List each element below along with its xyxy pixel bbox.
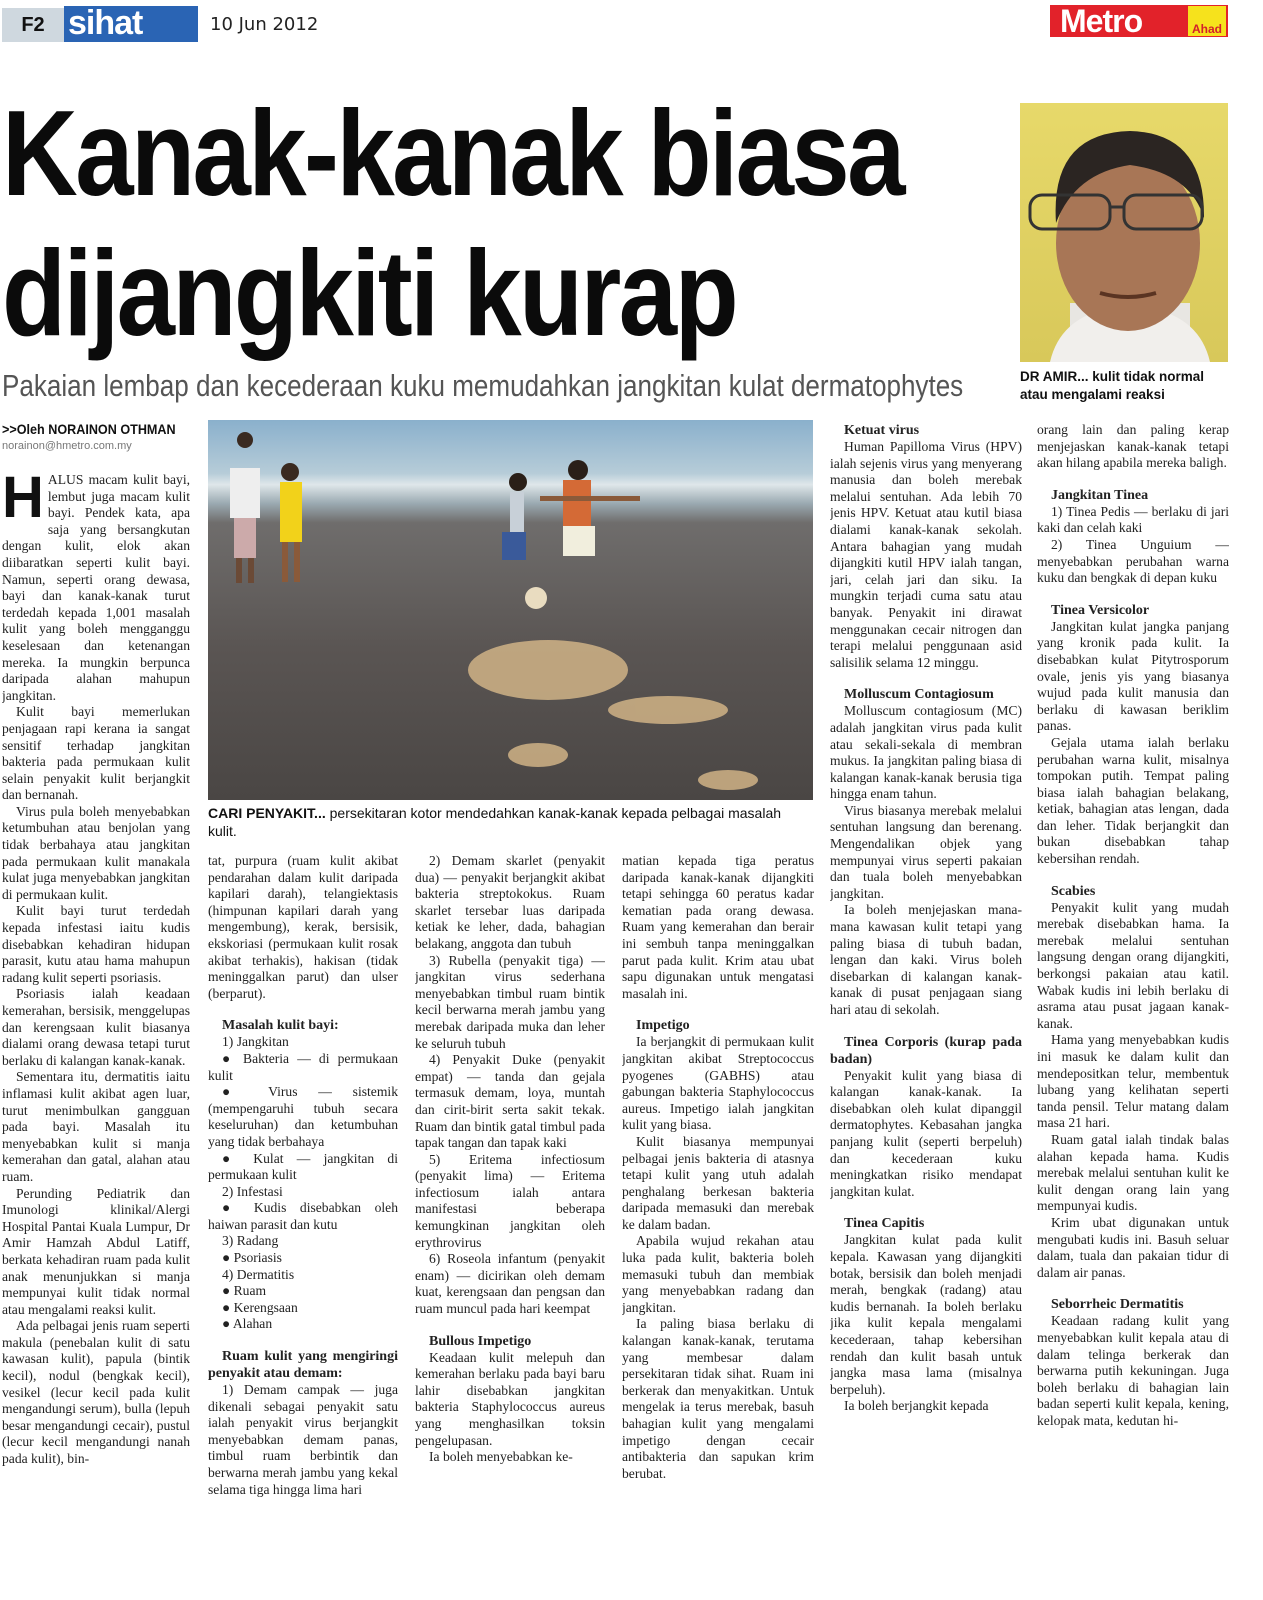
subheading-masalah-kulit-bayi: Masalah kulit bayi: xyxy=(222,1018,339,1034)
photo-caption xyxy=(208,804,813,840)
paragraph: 2) Demam skarlet (penyakit dua) — penyakit berjangkit akibat bakteria streptokokus. Ruam skarlet tersebar luas daripada ketiak ke leher, dada, bahagian belakang, anggota dan tubuh xyxy=(415,853,605,951)
page-number: F2 xyxy=(2,8,64,42)
paragraph: tat, purpura (ruam kulit akibat pendarahan dalam kulit daripada kapilari darah), telangiektasis (himpunan kapilari darah yang mengembung), kerak, bersisik, ekskoriasi (permukaan kulit rosak akibat terhakis), hakisan (tidak meninggalkan parut) dan ulser (berparut). xyxy=(208,853,398,1001)
list-item: ● Bakteria — di permukaan kulit xyxy=(208,1050,398,1083)
paragraph: Ada pelbagai jenis ruam seperti makula (penebalan kulit di satu kawasan kulit), papula (bintik kecil), nodul (bengkak kecil), vesikel (lecur kecil pada kulit mengandungi serum), bulla (lepuh besar mengandungi cecair), pustul (lecur kecil mengandungi nanah pada kulit), bin- xyxy=(2,1318,190,1467)
byline-author: >>Oleh NORAINON OTHMAN xyxy=(2,421,176,437)
paragraph: Kulit bayi turut terdedah kepada infestasi iaitu kudis disebabkan kehadiran hidupan parasit, kutu atau hama mahupun radang kulit seperti psoriasis. xyxy=(2,903,190,985)
paragraph: Jangkitan kulat pada kulit kepala. Kawasan yang dijangkiti botak, bersisik dan boleh menjadi merah, bengkak (radang) atau kudis bernanah. Ia boleh berlaku jika kulit kepala mengalami kecederaan, tahap kebersihan rendah dan kulit basah untuk jangka masa lama (misalnya berpeluh). xyxy=(830,1232,1022,1397)
list-item: ● Kudis disebabkan oleh haiwan parasit dan kutu xyxy=(208,1200,398,1232)
headline-line-2: dijangkiti kurap xyxy=(2,225,737,361)
article-column-4 xyxy=(622,853,814,1557)
list-item: 4) Dermatitis xyxy=(222,1266,295,1282)
subheading-tinea-capitis: Tinea Capitis xyxy=(844,1216,925,1232)
list-item: 2) Tinea Unguium — menyebabkan perubahan warna kuku dan bengkak di depan kuku xyxy=(1037,536,1229,586)
paragraph: Ruam gatal ialah tindak balas alahan kepada hama. Kudis merebak melalui sentuhan kulit ke kulit dengan orang lain yang mempunyai kudis. xyxy=(1037,1131,1229,1214)
paragraph: Human Papilloma Virus (HPV) ialah sejenis virus yang menyerang manusia dan boleh merebak melalui sentuhan. Ada lebih 70 jenis HPV. Ketuat atau kutil biasa dialami kanak-kanak sekolah. Antara bahagian yang mudah dijangkiti kutil HPV ialah tangan, jari, celah jari dan siku. Ia mungkin terjadi cuma satu atau banyak. Penyakit ini dirawat menggunakan cecair nitrogen dan terapi melalui penggunaan asid salisilik selama 12 minggu. xyxy=(830,439,1022,670)
article-column-5 xyxy=(830,422,1022,1557)
paragraph: 3) Rubella (penyakit tiga) — jangkitan virus sederhana menyebabkan timbul ruam bintik kecil berwarna merah jambu yang merebak daripada muka dan leher ke seluruh tubuh xyxy=(415,952,605,1051)
subheading-seborrheic-dermatitis: Seborrheic Dermatitis xyxy=(1051,1297,1184,1313)
section-label: sihat xyxy=(64,6,198,42)
article-column-1 xyxy=(2,472,190,1557)
paragraph: Keadaan kulit melepuh dan kemerahan berlaku pada bayi baru lahir disebabkan jangkitan bakteria Staphylococcus aureus yang menghasilkan toksin pengelupasan. xyxy=(415,1349,605,1448)
paragraph: Perunding Pediatrik dan Imunologi klinikal/Alergi Hospital Pantai Kuala Lumpur, Dr Amir Hamzah Abdul Latiff, berkata kehadiran ruam pada kulit anak menunjukkan si manja mempunyai kulit tidak normal atau mengalami reaksi kulit. xyxy=(2,1185,190,1317)
paragraph: Gejala utama ialah berlaku perubahan warna kulit, misalnya tompokan putih. Tempat paling biasa ialah bahagian belakang, ketiak, bahagian atas lengan, dada dan leher. Tidak berjangkit dan bukan disebabkan tahap kebersihan rendah. xyxy=(1037,734,1229,867)
paragraph: Ia boleh menjejaskan mana-mana kawasan kulit tetapi yang paling biasa di tubuh badan, lengan dan kaki. Virus boleh disebarkan di kalangan kanak-kanak di pusat penjagaan siang hari atau di sekolah. xyxy=(830,902,1022,1017)
paragraph: 6) Roseola infantum (penyakit enam) — dicirikan oleh demam kuat, kerengsaan dan pengsan dan ruam muncul pada hari keempat xyxy=(415,1251,605,1317)
subheading-impetigo: Impetigo xyxy=(636,1018,690,1034)
paragraph: Ia boleh berjangkit kepada xyxy=(844,1398,989,1414)
beach-photo xyxy=(208,420,813,800)
list-item: 1) Jangkitan xyxy=(222,1034,289,1050)
subheading-jangkitan-tinea: Jangkitan Tinea xyxy=(1051,487,1149,503)
paragraph: 5) Eritema infectiosum (penyakit lima) — Eritema infectiosum ialah antara manifestasi beberapa kemungkinan jangkitan oleh erythrovirus xyxy=(415,1151,605,1250)
portrait-caption-text: kulit tidak normal atau mengalami reaksi xyxy=(1020,369,1205,402)
headline-line-1: Kanak-kanak biasa xyxy=(2,85,903,221)
paragraph: 1) Demam campak — juga dikenali sebagai penyakit satu ialah penyakit virus berjangkit menyebabkan demam panas, timbul ruam berbintik dan berwarna merah jambu yang kekal selama tiga hingga lima hari xyxy=(208,1382,398,1497)
paragraph: ALUS macam kulit bayi, lembut juga macam kulit bayi. Pendek kata, apa saja yang bersangkutan dengan kulit, elok akan diibaratkan seperti kulit bayi. Namun, seperti orang dewasa, bayi dan kanak-kanak turut terdedah kepada 1,001 masalah kulit yang boleh mengganggu keselesaan dan ketenangan mereka. Ia mungkin berpunca daripada alahan mahupun jangkitan. xyxy=(2,472,190,703)
paragraph: matian kepada tiga peratus daripada kanak-kanak dijangkiti tetapi sehingga 60 peratus kadar kematian pada orang dewasa. Ruam yang kemerahan dan berair ini sembuh tanpa meninggalkan parut pada kulit. Krim atau ubat sapu digunakan untuk mengatasi masalah ini. xyxy=(622,853,814,1001)
list-item: ● Psoriasis xyxy=(222,1250,282,1266)
logo-main: Metro xyxy=(1060,3,1143,39)
subheading-molluscum: Molluscum Contagiosum xyxy=(844,687,994,703)
paragraph: Keadaan radang kulit yang menyebabkan kulit kepala atau di dalam telinga berkerak dan berwarna putih kekuningan. Juga boleh berlaku di bahagian lain badan seperti kulit kepala, kening, kelopak mata, kedutan hi- xyxy=(1037,1313,1229,1428)
list-item: 1) Tinea Pedis — berlaku di jari kaki dan celah kaki xyxy=(1037,503,1229,536)
list-item: ● Alahan xyxy=(222,1316,273,1332)
issue-date: 10 Jun 2012 xyxy=(210,14,319,35)
subheading-scabies: Scabies xyxy=(1051,883,1096,899)
article-column-3 xyxy=(415,853,605,1557)
article-column-6 xyxy=(1037,422,1229,1557)
paragraph: Virus pula boleh menyebabkan ketumbuhan atau benjolan yang tidak berbahaya atau jangkitan pada permukaan kulit manakala kulat juga menyebabkan jangkitan di permukaan kulit. xyxy=(2,803,190,902)
photo-caption-text: persekitaran kotor mendedahkan kanak-kanak kepada pelbagai masalah kulit. xyxy=(208,805,782,839)
portrait-caption xyxy=(1020,368,1235,404)
paragraph: Krim ubat digunakan untuk mengubati kudis ini. Basuh seluar dalam, tuala dan pakaian tidur di dalam air panas. xyxy=(1037,1214,1229,1280)
list-item: 3) Radang xyxy=(222,1233,279,1249)
paragraph: Molluscum contagiosum (MC) adalah jangkitan virus pada kulit atau sekali-sekala di membran mukus. Ia jangkitan paling biasa di kalangan kanak-kanak berusia tiga hingga enam tahun. xyxy=(830,703,1022,802)
subheading-ketuat-virus: Ketuat virus xyxy=(844,423,920,438)
list-item: ● Virus — sistemik (mempengaruhi tubuh secara keseluruhan) dan ketumbuhan yang tidak berbahaya xyxy=(208,1084,398,1149)
subheadline: Pakaian lembap dan kecederaan kuku memudahkan jangkitan kulat dermatophytes xyxy=(2,368,964,403)
paragraph: Penyakit kulit yang biasa di kalangan kanak-kanak. Ia disebabkan oleh kulat dipanggil dermatophytes. Kebasahan jangka panjang kulit (seperti berpeluh) dan kecederaan kuku meningkatkan risiko mendapat jangkitan kulat. xyxy=(830,1067,1022,1199)
paragraph: Psoriasis ialah keadaan kemerahan, bersisik, menggelupas dan kerengsaan kulit biasanya dialami orang dewasa tetapi turut berlaku di kalangan kanak-kanak. xyxy=(2,986,190,1068)
portrait-caption-name: DR AMIR... xyxy=(1020,369,1089,384)
subheading-tinea-versicolor: Tinea Versicolor xyxy=(1051,602,1150,618)
paragraph: orang lain dan paling kerap menjejaskan kanak-kanak tetapi akan hilang apabila mereka baligh. xyxy=(1037,422,1229,471)
photo-caption-label: CARI PENYAKIT... xyxy=(208,805,326,821)
paragraph: Jangkitan kulat jangka panjang yang kronik pada kulit. Ia disebabkan kulat Pitytrosporum ovale, jenis yis yang biasanya wujud pada kulit manusia dan berlaku di kawasan beriklim panas. xyxy=(1037,618,1229,734)
paragraph: Kulit bayi memerlukan penjagaan rapi kerana ia sangat sensitif terhadap jangkitan bakteria pada permukaan kulit selain penyakit kulit berjangkit dan bernanah. xyxy=(2,704,190,803)
byline-email: norainon@hmetro.com.my xyxy=(2,440,132,452)
list-item: 2) Infestasi xyxy=(222,1183,283,1199)
drop-cap: H xyxy=(2,472,44,530)
paragraph: Ia paling biasa berlaku di kalangan kanak-kanak, terutama yang membesar dalam persekitaran tidak sihat. Ruam ini berkerak dan menyakitkan. Untuk mengelak ia terus merebak, basuh bahagian kulit yang mengalami impetigo dengan cecair antibakteria dan sapukan krim berubat. xyxy=(622,1316,814,1481)
list-item: ● Ruam xyxy=(222,1283,267,1299)
subheading-ruam-kulit: Ruam kulit yang mengiringi penyakit atau demam: xyxy=(208,1349,398,1382)
paragraph: Apabila wujud rekahan atau luka pada kulit, bakteria boleh memasuki tubuh dan membiak yang menyebabkan radang dan jangkitan. xyxy=(622,1233,814,1315)
list-item: ● Kulat — jangkitan di permukaan kulit xyxy=(208,1150,398,1183)
paragraph: Virus biasanya merebak melalui sentuhan langsung dan berenang. Mengendalikan objek yang mempunyai virus seperti pakaian dan tuala boleh menyebabkan jangkitan. xyxy=(830,802,1022,901)
article-column-2 xyxy=(208,853,398,1557)
subheading-bullous-impetigo: Bullous Impetigo xyxy=(429,1333,532,1349)
paragraph: Sementara itu, dermatitis iaitu inflamasi kulit akibat agen luar, turut menimbulkan gangguan pada bayi. Masalah itu menyebabkan kulit si manja kemerahan dan gatal, alahan atau ruam. xyxy=(2,1069,190,1184)
paragraph: Ia boleh menyebabkan ke- xyxy=(429,1449,573,1465)
metro-logo xyxy=(1050,5,1228,37)
paragraph: 4) Penyakit Duke (penyakit empat) — tanda dan gejala termasuk demam, loya, muntah dan cirit-birit serta sakit tekak. Ruam dan bintik gatal timbul pada tapak tangan dan tapak kaki xyxy=(415,1052,605,1151)
portrait-photo xyxy=(1020,103,1228,362)
subheading-tinea-corporis: Tinea Corporis (kurap pada badan) xyxy=(830,1034,1022,1067)
logo-sub: Ahad xyxy=(1188,6,1226,36)
paragraph: Ia berjangkit di permukaan kulit jangkitan akibat Streptococcus pyogenes (GABHS) atau gabungan bakteria Staphylococcus aureus. Impetigo ialah jangkitan kulit yang biasa. xyxy=(622,1034,814,1133)
list-item: ● Kerengsaan xyxy=(222,1299,298,1315)
paragraph: Hama yang menyebabkan kudis ini masuk ke dalam kulit dan mendepositkan telur, membentuk lubang yang kelihatan seperti tanda pensil. Telur matang dalam masa 21 hari. xyxy=(1037,1032,1229,1131)
paragraph: Penyakit kulit yang mudah merebak disebabkan hama. Ia merebak melalui sentuhan langsung dengan orang dijangkiti, berkongsi pakaian atau katil. Wabak kudis ini lebih berlaku di asrama atau pusat jagaan kanak-kanak. xyxy=(1037,899,1229,1031)
paragraph: Kulit biasanya mempunyai pelbagai jenis bakteria di atasnya tetapi kulit yang utuh adalah penghalang berkesan bakteria daripada memasuki dan merebak ke dalam badan. xyxy=(622,1133,814,1232)
